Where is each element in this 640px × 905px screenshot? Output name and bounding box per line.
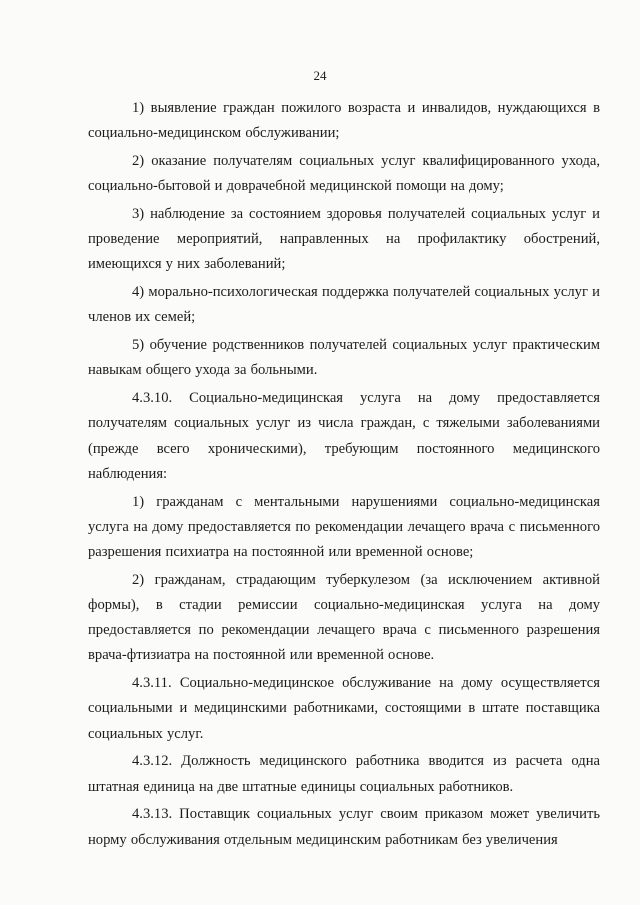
- paragraph-item-1: 1) выявление граждан пожилого возраста и инвалидов, нуждающихся в социально-медицинском обслуживании;: [88, 100, 600, 142]
- paragraph-sub-item-2: 2) гражданам, страдающим туберкулезом (за исключением активной формы), в стадии ремиссии социально-медицинская услуга на дому предоставляется по рекомендации лечащего врача с письменного разрешения врача-фтизиатра на постоянной или временной основе.: [88, 571, 600, 664]
- paragraph-4-3-13: 4.3.13. Поставщик социальных услуг своим приказом может увеличить норму обслуживания отдельным медицинским работникам без увеличения: [88, 806, 600, 848]
- paragraph-item-5: 5) обучение родственников получателей социальных услуг практическим навыкам общего ухода за больными.: [88, 337, 600, 379]
- paragraph-4-3-10: 4.3.10. Социально-медицинская услуга на дому предоставляется получателям социальных услуг из числа граждан, с тяжелыми заболеваниями (прежде всего хроническими), требующим постоянного медицинского наблюдения:: [88, 390, 600, 482]
- paragraph-4-3-12: 4.3.12. Должность медицинского работника вводится из расчета одна штатная единица на две штатные единицы социальных работников.: [88, 753, 600, 795]
- paragraph-item-3: 3) наблюдение за состоянием здоровья получателей социальных услуг и проведение мероприятий, направленных на профилактику обострений, имеющихся у них заболеваний;: [88, 206, 600, 273]
- paragraph-sub-item-1: 1) гражданам с ментальными нарушениями социально-медицинская услуга на дому предоставляется по рекомендации лечащего врача с письменного разрешения психиатра на постоянной или временной основе;: [88, 493, 600, 561]
- paragraph-item-4: 4) морально-психологическая поддержка получателей социальных услуг и членов их семей;: [88, 284, 600, 326]
- paragraph-item-2: 2) оказание получателям социальных услуг квалифицированного ухода, социально-бытовой и доврачебной медицинской помощи на дому;: [88, 153, 600, 195]
- page-number: 24: [313, 68, 327, 83]
- document-body: [88, 96, 600, 855]
- paragraph-4-3-11: 4.3.11. Социально-медицинское обслуживание на дому осуществляется социальными и медицинскими работниками, состоящими в штате поставщика социальных услуг.: [88, 675, 600, 742]
